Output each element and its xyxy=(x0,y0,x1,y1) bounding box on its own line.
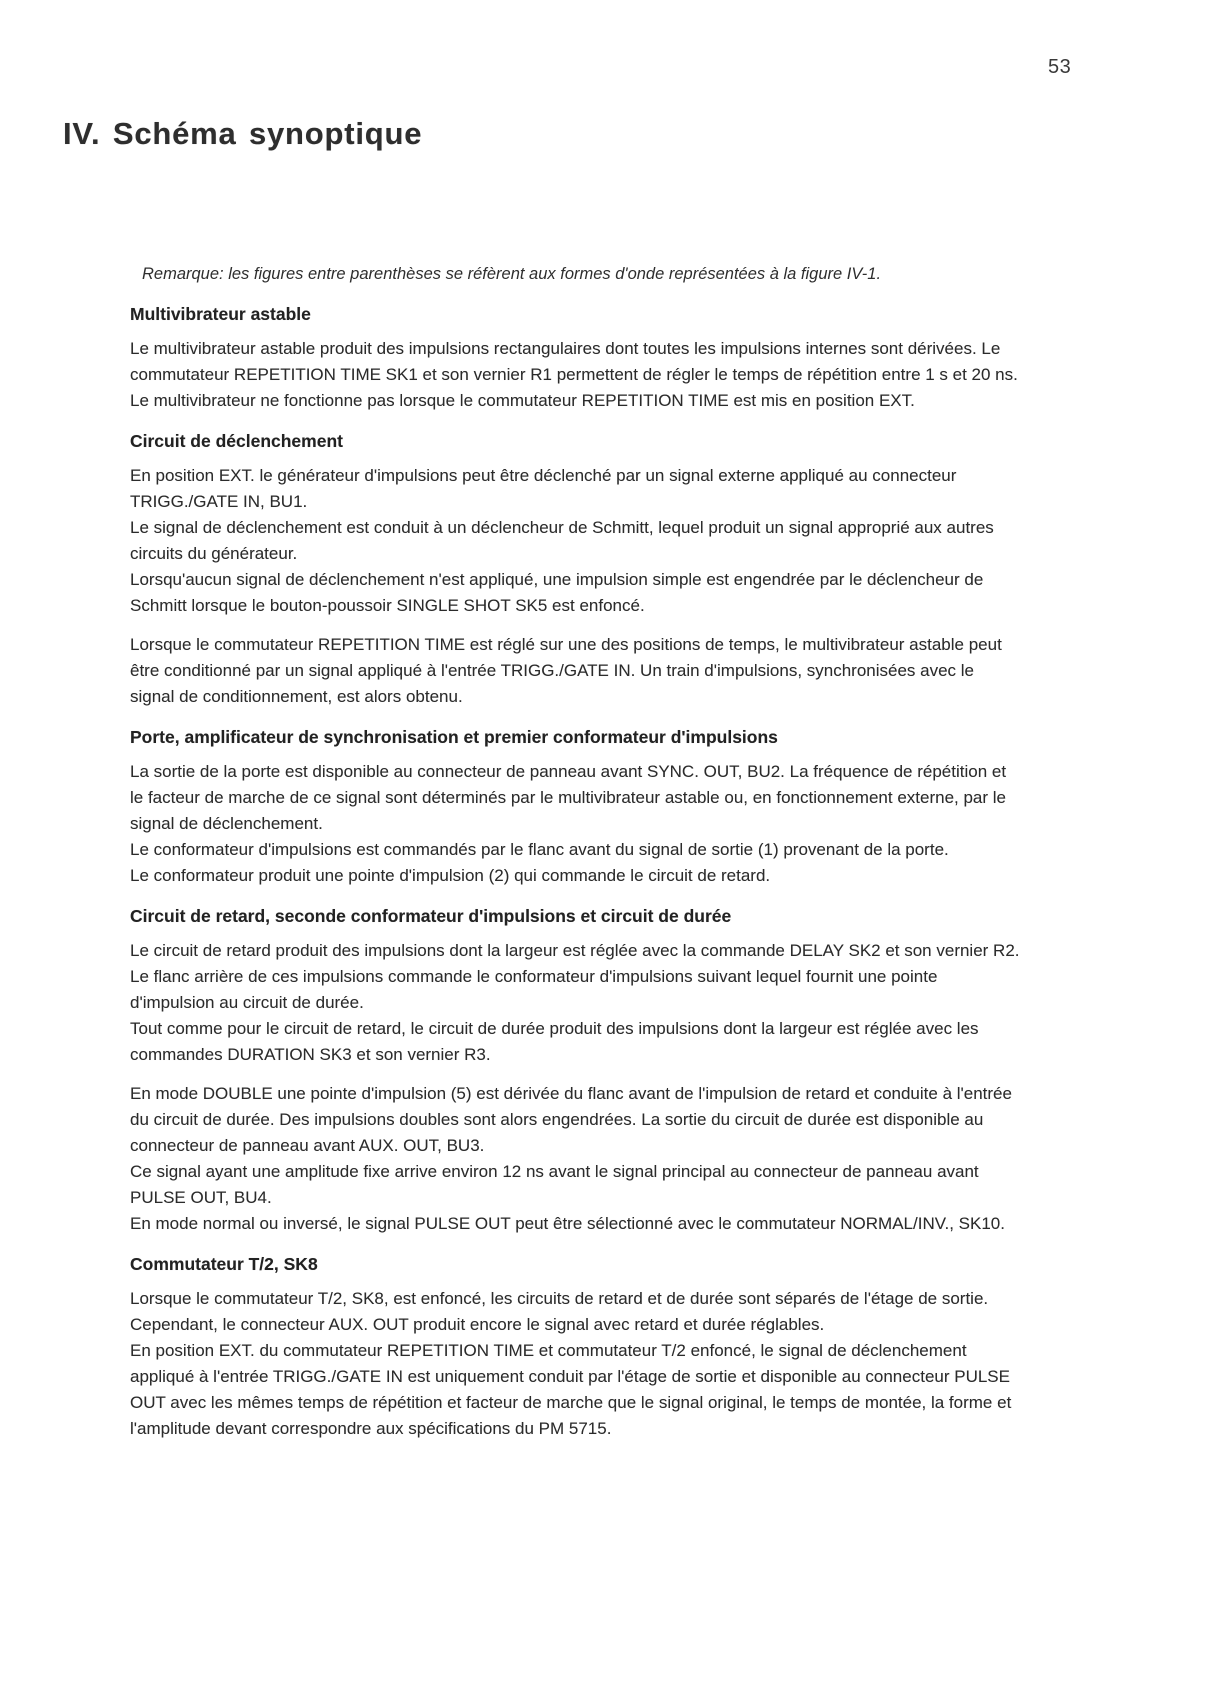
page-title: IV. Schéma synoptique xyxy=(63,116,423,151)
paragraph: En mode normal ou inversé, le signal PULSE OUT peut être sélectionné avec le commutateur NORMAL/INV., SK10. xyxy=(130,1214,1005,1233)
paragraph: Le signal de déclenchement est conduit à un déclencheur de Schmitt, lequel produit un signal approprié aux autres circuits du générateur. xyxy=(130,518,994,563)
section-circuit-retard xyxy=(130,906,1022,1237)
paragraph: Cependant, le connecteur AUX. OUT produit encore le signal avec retard et durée réglables. xyxy=(130,1315,825,1334)
paragraph: Le flanc arrière de ces impulsions commande le conformateur d'impulsions suivant lequel fournit une pointe d'impulsion au circuit de durée. xyxy=(130,967,938,1012)
paragraph: Tout comme pour le circuit de retard, le circuit de durée produit des impulsions dont la largeur est réglée avec les commandes DURATION SK3 et son vernier R3. xyxy=(130,1019,979,1064)
paragraph: Le conformateur d'impulsions est commandés par le flanc avant du signal de sortie (1) provenant de la porte. xyxy=(130,840,949,859)
paragraph: Le multivibrateur astable produit des impulsions rectangulaires dont toutes les impulsions internes sont dérivées. Le commutateur REPETITION TIME SK1 et son vernier R1 permettent de régler le temps de répétition entre 1 s et 20 ns. xyxy=(130,339,1018,384)
page-content xyxy=(130,262,1022,1442)
paragraph: En position EXT. du commutateur REPETITION TIME et commutateur T/2 enfoncé, le signal de déclenchement appliqué à l'entrée TRIGG./GATE IN est uniquement conduit par l'étage de sortie et disponible au connecteur PULSE OUT avec les mêmes temps de répétition et facteur de marche que le signal original, le temps de montée, la forme et l'amplitude devant correspondre aux spécifications du PM 5715. xyxy=(130,1341,1012,1438)
paragraph: Ce signal ayant une amplitude fixe arrive environ 12 ns avant le signal principal au connecteur de panneau avant PULSE OUT, BU4. xyxy=(130,1162,979,1207)
paragraph: Lorsque le commutateur REPETITION TIME est réglé sur une des positions de temps, le multivibrateur astable peut être conditionné par un signal appliqué à l'entrée TRIGG./GATE IN. Un train d'impulsions, synchronisées avec le signal de conditionnement, est alors obtenu. xyxy=(130,635,1002,706)
section-heading: Circuit de déclenchement xyxy=(130,431,343,451)
section-multivibrateur-astable xyxy=(130,304,1022,414)
remarque-note: Remarque: les figures entre parenthèses se réfèrent aux formes d'onde représentées à la figure IV-1. xyxy=(142,265,882,283)
paragraph: Le multivibrateur ne fonctionne pas lorsque le commutateur REPETITION TIME est mis en position EXT. xyxy=(130,391,915,410)
paragraph: Le circuit de retard produit des impulsions dont la largeur est réglée avec la commande DELAY SK2 et son vernier R2. xyxy=(130,941,1020,960)
section-heading: Commutateur T/2, SK8 xyxy=(130,1254,318,1274)
section-heading: Circuit de retard, seconde conformateur d'impulsions et circuit de durée xyxy=(130,906,732,926)
section-heading: Porte, amplificateur de synchronisation et premier conformateur d'impulsions xyxy=(130,727,778,747)
section-heading: Multivibrateur astable xyxy=(130,304,311,324)
paragraph: La sortie de la porte est disponible au connecteur de panneau avant SYNC. OUT, BU2. La fréquence de répétition et le facteur de marche de ce signal sont déterminés par le multivibrateur astable ou, en fonctionnement externe, par le signal de déclenchement. xyxy=(130,762,1007,833)
paragraph: En mode DOUBLE une pointe d'impulsion (5) est dérivée du flanc avant de l'impulsion de retard et conduite à l'entrée du circuit de durée. Des impulsions doubles sont alors engendrées. La sortie du circuit de durée est disponible au connecteur de panneau avant AUX. OUT, BU3. xyxy=(130,1084,1012,1155)
paragraph: En position EXT. le générateur d'impulsions peut être déclenché par un signal externe appliqué au connecteur TRIGG./GATE IN, BU1. xyxy=(130,466,957,511)
paragraph: Lorsque le commutateur T/2, SK8, est enfoncé, les circuits de retard et de durée sont séparés de l'étage de sortie. xyxy=(130,1289,989,1308)
section-porte-amplificateur xyxy=(130,727,1022,889)
paragraph: Lorsqu'aucun signal de déclenchement n'est appliqué, une impulsion simple est engendrée par le déclencheur de Schmitt lorsque le bouton-poussoir SINGLE SHOT SK5 est enfoncé. xyxy=(130,570,984,615)
page-number: 53 xyxy=(1048,56,1072,78)
paragraph: Le conformateur produit une pointe d'impulsion (2) qui commande le circuit de retard. xyxy=(130,866,771,885)
section-circuit-declenchement xyxy=(130,431,1022,710)
section-commutateur-t2 xyxy=(130,1254,1022,1442)
